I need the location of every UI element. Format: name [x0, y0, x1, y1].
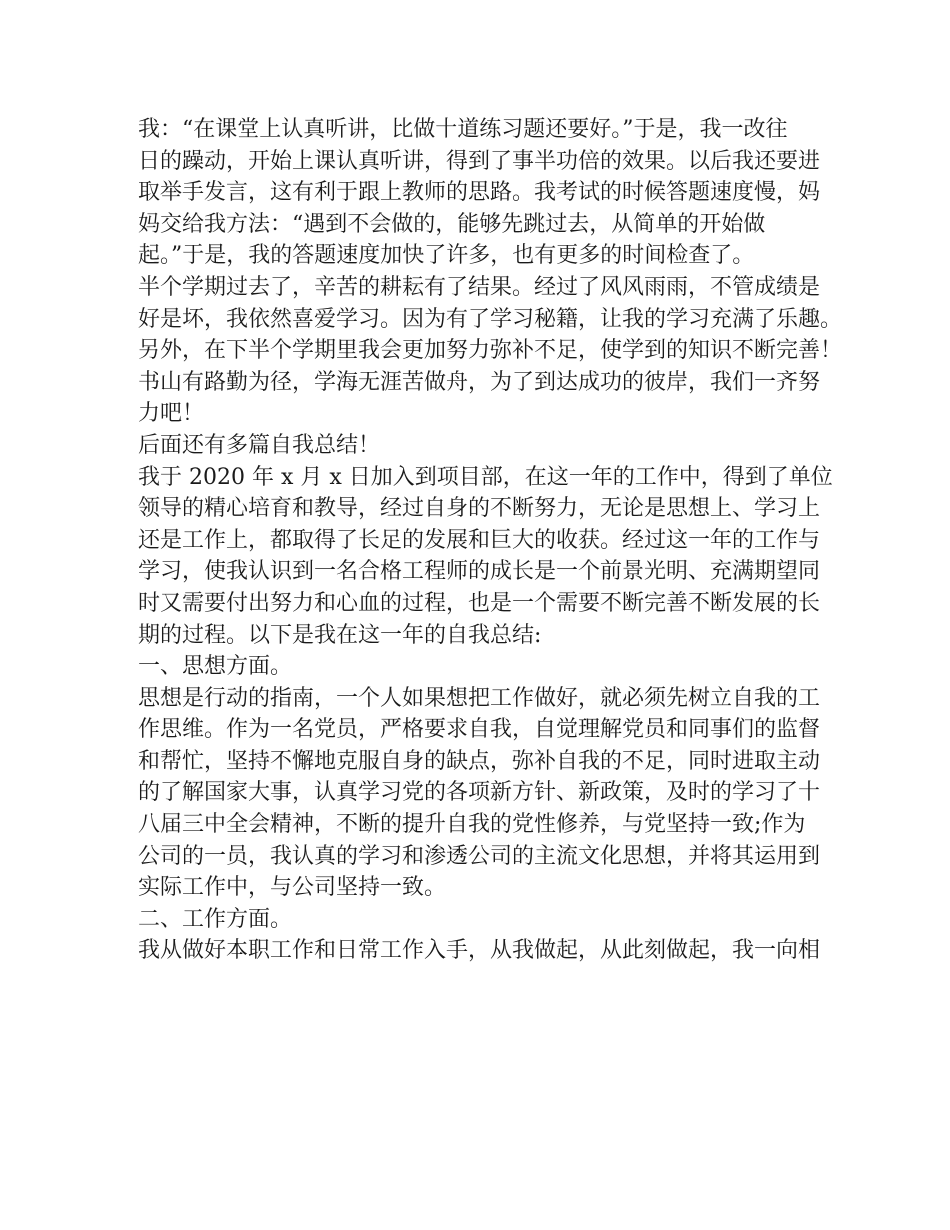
text-line: 半个学期过去了，辛苦的耕耘有了结果。经过了风风雨雨，不管成绩是: [138, 274, 821, 300]
text-line: 书山有路勤为径，学海无涯苦做舟，为了到达成功的彼岸，我们一齐努: [138, 369, 821, 395]
text-line: 公司的一员，我认真的学习和渗透公司的主流文化思想，并将其运用到: [138, 843, 821, 869]
section-heading: 二、工作方面。: [138, 906, 293, 932]
text-line: 期的过程。以下是我在这一年的自我总结:: [138, 622, 542, 648]
text-line: 另外，在下半个学期里我会更加努力弥补不足，使学到的知识不断完善！: [138, 338, 843, 364]
document-page: [138, 114, 843, 967]
text-line: 学习，使我认识到一名合格工程师的成长是一个前景光明、充满期望同: [138, 559, 821, 585]
text-line: 和帮忙，坚持不懈地克服自身的缺点，弥补自我的不足，同时进取主动: [138, 748, 821, 774]
text-line: 力吧！: [138, 401, 205, 427]
text-line: 实际工作中，与公司坚持一致。: [138, 875, 447, 901]
text-line: 日的躁动，开始上课认真听讲，得到了事半功倍的效果。以后我还要进: [138, 148, 821, 174]
text-line: 领导的精心培育和教导，经过自身的不断努力，无论是思想上、学习上: [138, 496, 821, 522]
text-line: 时又需要付出努力和心血的过程，也是一个需要不断完善不断发展的长: [138, 590, 821, 616]
text-line: 取举手发言，这有利于跟上教师的思路。我考试的时候答题速度慢，妈: [138, 180, 821, 206]
text-line: 我于 2020 年 x 月 x 日加入到项目部，在这一年的工作中，得到了单位: [138, 464, 833, 490]
text-line: 还是工作上，都取得了长足的发展和巨大的收获。经过这一年的工作与: [138, 527, 821, 553]
text-line: 八届三中全会精神，不断的提升自我的党性修养，与党坚持一致;作为: [138, 812, 806, 838]
text-line: 我从做好本职工作和日常工作入手，从我做起，从此刻做起，我一向相: [138, 938, 821, 964]
text-line: 思想是行动的指南，一个人如果想把工作做好，就必须先树立自我的工: [138, 685, 821, 711]
text-line: 作思维。作为一名党员，严格要求自我，自觉理解党员和同事们的监督: [138, 717, 821, 743]
text-line: 好是坏，我依然喜爱学习。因为有了学习秘籍，让我的学习充满了乐趣。: [138, 306, 843, 332]
text-line: 起。”于是，我的答题速度加快了许多，也有更多的时间检查了。: [138, 243, 755, 269]
text-line: 后面还有多篇自我总结！: [138, 432, 381, 458]
text-line: 妈交给我方法：“遇到不会做的，能够先跳过去，从简单的开始做: [138, 211, 766, 237]
section-heading: 一、思想方面。: [138, 654, 293, 680]
text-line: 我：“在课堂上认真听讲，比做十道练习题还要好。”于是，我一改往: [138, 117, 788, 142]
text-line: 的了解国家大事，认真学习党的各项新方针、新政策，及时的学习了十: [138, 780, 821, 806]
